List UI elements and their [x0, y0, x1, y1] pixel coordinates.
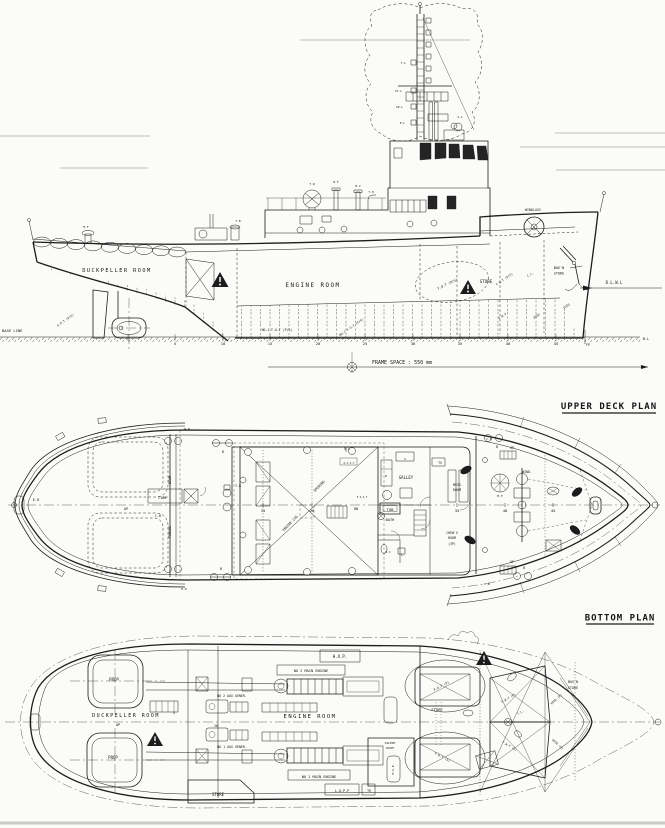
label-frame-5: 5	[173, 341, 177, 346]
compressor-unit	[148, 487, 205, 503]
label-vl: V.L	[343, 447, 351, 451]
label-cb-3: C.B	[484, 582, 490, 586]
label-galley: GALLEY	[398, 475, 414, 480]
label-fwt-p: F.W.T (P)	[500, 692, 517, 704]
label-hold-fwt: F.W.T (P/S)	[495, 271, 514, 287]
side-elevation-view	[0, 3, 662, 374]
label-mast-spl: SP.L	[396, 105, 403, 109]
label-windlass: WINDLASS	[525, 208, 541, 212]
main-engines	[274, 665, 383, 780]
label-galley-r: R	[385, 474, 387, 478]
deck-vents	[303, 188, 426, 212]
label-crew-2: ROOM	[448, 536, 456, 540]
interior-stairs	[414, 510, 426, 536]
label-wind: WIND.	[522, 470, 532, 474]
house-window-2	[447, 196, 456, 209]
no1-aux-generator	[206, 728, 317, 741]
label-lav: L.	[401, 553, 405, 557]
duckpeller-unit	[93, 290, 150, 352]
upper-deck-plan-title: UPPER DECK PLAN	[560, 402, 658, 412]
label-tank-fwt: F.W.T	[497, 311, 508, 321]
label-b-3: B	[496, 445, 498, 449]
label-comp: COMP	[158, 495, 168, 500]
label-frame-35: 35	[457, 341, 463, 346]
label-void-s: VOID (S)	[550, 737, 565, 751]
label-vent-tw: T.W	[309, 182, 315, 186]
label-room-engine: ENGINE ROOM	[285, 283, 341, 289]
label-bosn-store-2: STORE	[553, 271, 565, 276]
radar-platform	[406, 92, 448, 121]
stern-fender-tubes	[33, 237, 186, 257]
label-tv: TV	[438, 461, 442, 465]
label-mf: M.F	[497, 494, 503, 498]
label-frame-40: 40	[505, 341, 511, 346]
label-void-p: VOID (P)	[549, 692, 564, 706]
aft-trunk	[186, 259, 214, 300]
label-cl-frame-35: 35	[454, 508, 460, 513]
label-crew-3: (3P)	[448, 542, 456, 546]
label-er: E.R	[32, 498, 40, 502]
label-tank-no1-fot: NO.1 F.O.T (P/S)	[261, 328, 293, 332]
label-up-2: UP	[510, 560, 514, 564]
tank-hatch-band	[235, 298, 583, 338]
label-crew-1: CREW'S	[446, 531, 458, 535]
label-store-fwd: STORE	[431, 707, 443, 712]
label-cl-frame-15: 15	[260, 508, 266, 513]
label-tank-void-2: VOID	[562, 302, 571, 310]
house-vent-2	[322, 216, 331, 222]
label-bosn-b1: BOS'N	[567, 680, 579, 684]
label-cl-frame-45: 45	[550, 508, 556, 513]
no1-main-engine	[274, 746, 383, 765]
label-dlwl: D.L.W.L	[605, 280, 623, 285]
label-no2-main: NO 2 MAIN ENGINE	[293, 669, 329, 673]
label-hold-cl: C.L.	[526, 270, 535, 278]
label-fot-p: F.O.T (P)	[432, 680, 451, 692]
label-beam: BEAM	[168, 475, 172, 485]
label-up-1: UP	[510, 446, 514, 450]
label-cl-b: C.L.	[516, 708, 525, 716]
label-frame-fp: FP	[586, 343, 590, 347]
label-store-aft: STORE	[211, 792, 225, 797]
label-b-4: B	[523, 566, 525, 570]
bottom-plan-title: BOTTOM PLAN	[584, 613, 656, 624]
label-mast-sl: S.L	[457, 115, 463, 119]
label-ap-b: AP	[115, 723, 121, 727]
prop-openings	[70, 650, 165, 792]
casing-stairs	[300, 505, 347, 518]
flag-staffs	[28, 192, 606, 241]
label-frame-10: 10	[220, 341, 226, 346]
label-tr: TR	[367, 789, 371, 793]
label-silent-1: SILENT	[384, 741, 396, 745]
label-vent-mv: M.V	[355, 184, 361, 188]
label-frame-30: 30	[410, 341, 416, 346]
towing-beam	[165, 434, 182, 577]
house-vent-1	[300, 216, 312, 224]
focsle-fittings	[459, 435, 601, 580]
label-dn: DN	[353, 507, 359, 511]
upper-deck-labels	[33, 427, 556, 591]
aux-generators	[206, 700, 317, 741]
label-hp-2: H.P	[181, 587, 187, 591]
forward-tanks	[405, 650, 590, 795]
label-frame-20: 20	[315, 341, 321, 346]
label-tank-apt: A.P.T (P/S)	[56, 312, 75, 328]
revision-mark	[448, 631, 479, 644]
label-prop-1: PROP	[109, 677, 119, 682]
label-vent-mf: M.F	[333, 180, 339, 184]
label-mast-pl: P.L	[399, 121, 405, 125]
label-tank-void-1: VOID	[532, 312, 541, 320]
label-tank-fot-oval: F.O.T (P/S)	[436, 277, 459, 291]
design-waterline	[580, 286, 662, 291]
superstructure	[265, 123, 490, 238]
stern-deck-fittings	[14, 430, 233, 581]
door-arcs	[391, 497, 470, 540]
label-tub: TUB	[386, 507, 394, 512]
label-b-2: B	[220, 567, 222, 571]
label-no1-aux: NO 1 AUX GENER.	[217, 745, 247, 749]
no2-main-engine	[274, 677, 383, 696]
label-no2-aux: NO 2 AUX GENER.	[217, 694, 247, 698]
label-room-duckpeller: DUCKPELLER ROOM	[82, 268, 152, 274]
label-base-line: BASE LINE	[2, 328, 23, 333]
label-prop-2: PROP	[108, 755, 118, 760]
label-wc: W.C	[385, 550, 391, 554]
label-vent-tb: T.B	[235, 219, 241, 223]
label-tank-no2-fot: NO.2 F.O.T (P/S)	[338, 317, 365, 338]
label-cl-frame-40: 40	[502, 508, 508, 513]
label-mess-1: MESS	[452, 483, 462, 487]
label-vent-mf-aft: M.F	[83, 225, 89, 229]
label-room-engine-b: ENGINE ROOM	[283, 714, 337, 720]
label-store: STORE	[479, 279, 493, 284]
label-fsst: F.S.S.T	[356, 496, 368, 499]
label-mess-2: ROOM	[452, 488, 462, 492]
label-no1-main: NO 1 MAIN ENGINE	[301, 775, 337, 779]
label-msb: M.S.B	[391, 765, 395, 775]
wheelhouse-windows	[394, 143, 488, 160]
label-bosn-store-1: BOS'N	[553, 266, 565, 270]
aft-hatch-band	[50, 266, 234, 341]
label-lopp: L.O.P.P	[334, 789, 350, 793]
label-csg-opening: OPENING	[312, 479, 326, 493]
label-frame-5b: 5	[173, 711, 175, 715]
upper-deck-plan-view	[8, 402, 660, 606]
label-cb-1: C.B	[155, 514, 161, 518]
label-fwt-s: F.W.T (S)	[501, 740, 518, 752]
deckhouse-plan	[232, 447, 470, 575]
label-silent-2: ROOM	[386, 746, 394, 750]
label-hop: H.O.P.	[332, 654, 348, 659]
label-b-1: B	[222, 450, 224, 454]
warning-triangle-icons	[212, 272, 477, 294]
label-bath: BATH	[385, 518, 395, 522]
portholes	[297, 220, 437, 233]
label-frame-25: 25	[362, 341, 368, 346]
antenna-wire	[423, 18, 474, 130]
aft-deck-equipment	[82, 214, 240, 243]
house-window-1	[428, 196, 437, 209]
label-tb: T.B	[235, 484, 241, 488]
label-csg-engine: ENGINE CSG	[281, 514, 299, 533]
label-fot-s: F.O.T (S)	[433, 751, 452, 763]
deck-lines	[186, 217, 578, 306]
label-cb-2: C.B	[486, 437, 492, 441]
label-frame-45: 45	[553, 341, 559, 346]
no2-aux-generator	[206, 700, 317, 713]
label-mast-tl: T.L	[400, 61, 406, 65]
propulsion-shafts	[146, 677, 285, 763]
mast	[365, 3, 483, 142]
label-frame-15: 15	[267, 341, 273, 346]
label-galley-s: S	[404, 457, 406, 461]
label-room-duckpeller-b: DUCKPELLER ROOM	[92, 713, 160, 719]
frame-space-note: FRAME SPACE : 550 mm	[372, 360, 433, 366]
label-asst: A.S.S.T	[343, 462, 355, 465]
label-vent-th: T.H	[368, 190, 374, 194]
bottom-plan-view	[5, 614, 661, 809]
label-bl: B.L	[642, 337, 650, 341]
frame-space-dimension	[268, 352, 648, 373]
label-ap: AP	[123, 507, 129, 511]
anchor-icon	[560, 246, 590, 290]
label-cl-frame-20: 20	[309, 508, 315, 513]
label-bosn-b2: STORE	[567, 686, 579, 690]
label-frame-10b: 10	[213, 724, 219, 728]
label-hp-1: H.P	[184, 427, 190, 431]
mast-rungs	[417, 20, 424, 132]
label-towing: TOWING	[168, 525, 172, 539]
label-mast-stl: ST.L	[395, 89, 402, 93]
